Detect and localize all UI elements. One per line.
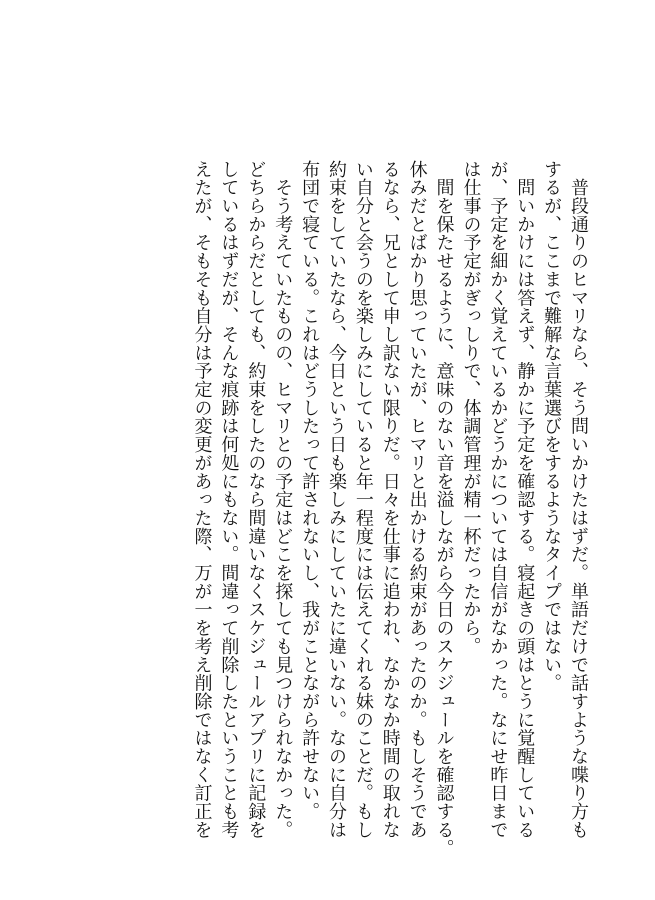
- text-column-9: い自分と会うのを楽しみにしていると年一程度には伝えてくれる妹のことだ。もし: [352, 160, 374, 839]
- text-column-1: 普段通りのヒマリなら、そう問いかけたはずだ。単語だけで話すような喋り方も: [568, 160, 589, 839]
- text-column-13: どちらからだとしても、約束をしたのなら間違いなくスケジュールアプリに記録を: [245, 160, 267, 839]
- text-column-8: るなら、兄として申し訳ない限りだ。日々を仕事に追われ、なかなか時間の取れな: [379, 160, 401, 839]
- text-column-7: 休みだとばかり思っていたが、ヒマリと出かける約束があったのか。もしそうであ: [406, 160, 428, 839]
- text-column-11: 布団で寝ている。これはどうしたって許されないし、我がことながら許せない。: [299, 160, 321, 821]
- text-column-14: しているはずだが、そんな痕跡は何処にもない。間違って削除したということも考: [218, 160, 240, 839]
- text-column-15: えたが、そもそも自分は予定の変更があった際、万が一を考え削除ではなく訂正を: [191, 160, 213, 839]
- text-column-2: するが、ここまで難解な言葉選びをするようなタイプではない。: [541, 160, 563, 693]
- text-column-10: 約束をしていたなら、今日という日も楽しみにしていたに違いない。なのに自分は: [325, 160, 347, 839]
- text-column-6: 間を保たせるように、意味のない音を溢しながら今日のスケジュールを確認する。: [433, 160, 455, 858]
- text-column-5: は仕事の予定がぎっしりで、体調管理が精一杯だったから。: [460, 160, 482, 656]
- vertical-text-block: [188, 160, 591, 858]
- text-column-3: 問いかけには答えず、静かに予定を確認する。寝起きの頭はとうに覚醒している: [514, 160, 536, 839]
- text-column-4: が、予定を細かく覚えているかどうかについては自信がなかった。なにせ昨日まで: [487, 160, 509, 839]
- text-column-12: そう考えていたものの、ヒマリとの予定はどこを探しても見つけられなかった。: [272, 160, 294, 839]
